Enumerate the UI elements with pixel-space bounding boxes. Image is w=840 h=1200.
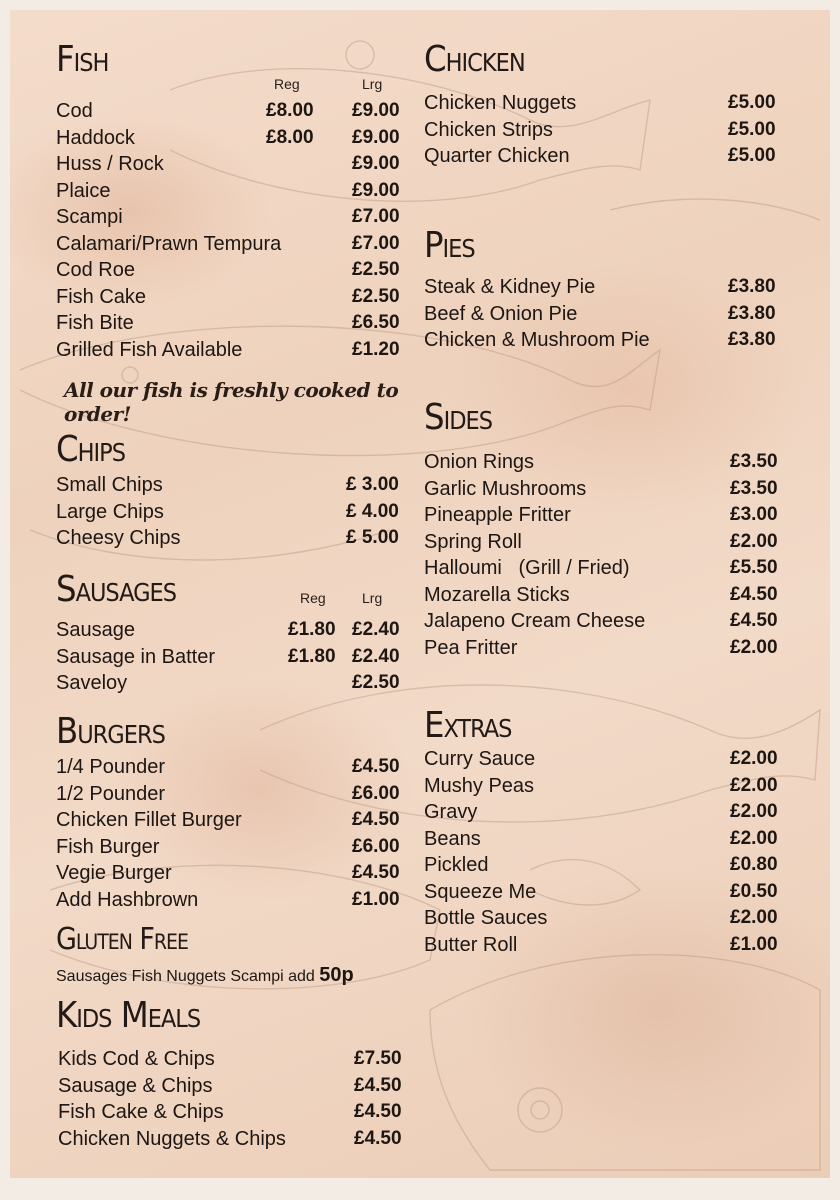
item-price: £4.50 bbox=[354, 1101, 402, 1122]
item-price: £5.00 bbox=[728, 145, 776, 166]
menu-item-row bbox=[424, 608, 784, 635]
large-price: £9.00 bbox=[352, 100, 400, 121]
item-name: Garlic Mushrooms bbox=[424, 477, 587, 500]
large-price: £1.20 bbox=[352, 338, 400, 360]
menu-item-row bbox=[56, 887, 406, 914]
item-price: £2.00 bbox=[730, 907, 778, 928]
item-price: £3.80 bbox=[728, 329, 776, 350]
item-name: Pea Fritter bbox=[424, 636, 518, 659]
item-name: Pineapple Fritter bbox=[424, 504, 571, 526]
menu-item-row bbox=[424, 582, 784, 609]
menu-item-row bbox=[56, 499, 406, 526]
menu-item-row bbox=[56, 860, 406, 887]
item-name: 1/2 Pounder bbox=[56, 782, 165, 805]
menu-item-row bbox=[56, 337, 406, 364]
menu-item-row bbox=[424, 90, 784, 117]
item-price: £2.00 bbox=[730, 801, 778, 822]
lrg-column-header: Lrg bbox=[362, 76, 383, 92]
large-price: £7.00 bbox=[352, 206, 400, 227]
item-price: £4.50 bbox=[354, 1127, 402, 1149]
menu-item-row bbox=[56, 807, 406, 834]
item-name: Huss / Rock bbox=[56, 153, 164, 175]
menu-item-row bbox=[424, 746, 784, 773]
item-price: £4.50 bbox=[730, 583, 778, 605]
pies-heading: Pies bbox=[424, 225, 475, 266]
item-name: Add Hashbrown bbox=[56, 888, 199, 911]
menu-item-row bbox=[56, 310, 406, 337]
item-price: £4.50 bbox=[352, 756, 400, 777]
item-price: £5.50 bbox=[730, 557, 778, 578]
item-price: £5.00 bbox=[728, 92, 776, 113]
menu-item-row bbox=[56, 125, 406, 152]
regular-price: £1.80 bbox=[288, 645, 336, 667]
menu-item-row bbox=[58, 1099, 408, 1126]
menu-item-row bbox=[56, 834, 406, 861]
sausages-heading: Sausages bbox=[56, 569, 177, 610]
item-price: £4.50 bbox=[352, 862, 400, 883]
gluten-free-heading: Gluten Free bbox=[56, 922, 188, 957]
item-price: £6.00 bbox=[352, 835, 400, 857]
item-price: £2.00 bbox=[730, 774, 778, 796]
item-price: £5.00 bbox=[728, 118, 776, 140]
item-name: Sausage in Batter bbox=[56, 645, 215, 668]
kids-meals-list bbox=[58, 1046, 408, 1152]
large-price: £6.50 bbox=[352, 312, 400, 333]
menu-item-row bbox=[424, 529, 784, 556]
item-name: Quarter Chicken bbox=[424, 145, 570, 167]
regular-price: £8.00 bbox=[266, 100, 314, 121]
chips-list bbox=[56, 472, 406, 552]
large-price: £2.40 bbox=[352, 619, 400, 640]
menu-item-row bbox=[56, 257, 406, 284]
regular-price: £1.80 bbox=[288, 619, 336, 640]
fish-section bbox=[56, 39, 406, 426]
extras-section bbox=[424, 705, 784, 956]
sides-heading: Sides bbox=[424, 397, 493, 438]
menu-item-row bbox=[56, 204, 406, 231]
item-name: Fish Cake bbox=[56, 285, 147, 308]
item-name: Squeeze Me bbox=[424, 880, 537, 903]
item-name: Sausage & Chips bbox=[58, 1074, 213, 1097]
menu-item-row bbox=[424, 852, 784, 879]
item-name: Mozarella Sticks bbox=[424, 583, 570, 606]
item-name: Chicken Strips bbox=[424, 118, 553, 141]
item-price: £3.00 bbox=[730, 504, 778, 525]
menu-item-row bbox=[424, 502, 784, 529]
item-price: £3.50 bbox=[730, 451, 778, 472]
sides-list bbox=[424, 449, 784, 661]
menu-item-row bbox=[424, 773, 784, 800]
menu-item-row bbox=[424, 301, 784, 328]
large-price: £2.50 bbox=[352, 285, 400, 307]
item-name: Fish Burger bbox=[56, 835, 160, 858]
large-price: £9.00 bbox=[352, 153, 400, 174]
regular-price: £8.00 bbox=[266, 126, 314, 148]
menu-item-row bbox=[56, 781, 406, 808]
chicken-heading: Chicken bbox=[424, 39, 525, 80]
menu-item-row bbox=[424, 117, 784, 144]
gluten-free-section bbox=[56, 920, 406, 986]
item-name: Fish Bite bbox=[56, 312, 134, 334]
gluten-free-add-label: add bbox=[288, 968, 315, 985]
menu-item-row bbox=[424, 635, 784, 662]
item-name: Halloumi (Grill / Fried) bbox=[424, 557, 630, 579]
menu-item-row bbox=[56, 525, 406, 552]
item-name: Vegie Burger bbox=[56, 862, 172, 884]
fish-eye-icon bbox=[518, 1088, 562, 1132]
item-name: Beef & Onion Pie bbox=[424, 302, 578, 325]
item-price: £3.50 bbox=[730, 477, 778, 499]
item-name: Calamari/Prawn Tempura bbox=[56, 232, 282, 255]
item-name: Fish Cake & Chips bbox=[58, 1101, 224, 1123]
sides-section bbox=[424, 397, 784, 659]
menu-item-row bbox=[56, 231, 406, 258]
sausages-list bbox=[56, 617, 406, 697]
extras-heading: Extras bbox=[424, 705, 512, 746]
burgers-list bbox=[56, 754, 406, 913]
large-price: £9.00 bbox=[352, 126, 400, 148]
fish-list bbox=[56, 98, 406, 363]
item-name: Cod Roe bbox=[56, 259, 135, 281]
pies-section bbox=[424, 225, 784, 351]
lrg-column-header: Lrg bbox=[362, 590, 383, 606]
item-name: Chicken Nuggets & Chips bbox=[58, 1127, 286, 1150]
chips-heading: Chips bbox=[56, 429, 126, 470]
menu-item-row bbox=[56, 754, 406, 781]
item-price: £3.80 bbox=[728, 276, 776, 297]
item-name: Chicken Fillet Burger bbox=[56, 809, 242, 831]
item-name: Haddock bbox=[56, 126, 135, 149]
menu-item-row bbox=[424, 143, 784, 170]
item-price: £ 5.00 bbox=[346, 527, 399, 548]
item-name: Plaice bbox=[56, 179, 111, 202]
menu-item-row bbox=[58, 1046, 408, 1073]
item-name: Onion Rings bbox=[424, 451, 535, 473]
menu-item-row bbox=[58, 1073, 408, 1100]
item-name: Grilled Fish Available bbox=[56, 338, 243, 361]
item-name: Kids Cod & Chips bbox=[58, 1048, 215, 1070]
fish-eye-icon bbox=[531, 1101, 549, 1119]
item-price: £2.00 bbox=[730, 827, 778, 849]
item-price: £ 3.00 bbox=[346, 474, 399, 495]
gluten-free-note bbox=[56, 964, 354, 987]
pies-list bbox=[424, 274, 784, 354]
item-price: £4.50 bbox=[730, 610, 778, 631]
menu-item-row bbox=[56, 284, 406, 311]
item-price: £0.80 bbox=[730, 854, 778, 875]
item-name: Sausage bbox=[56, 619, 135, 641]
item-name: Spring Roll bbox=[424, 530, 522, 553]
gluten-free-items: Sausages Fish Nuggets Scampi bbox=[56, 968, 284, 985]
menu-page bbox=[10, 10, 830, 1178]
item-price: £1.00 bbox=[730, 933, 778, 955]
menu-item-row bbox=[424, 826, 784, 853]
menu-item-row bbox=[56, 644, 406, 671]
menu-item-row bbox=[424, 476, 784, 503]
kids-meals-heading: Kids Meals bbox=[56, 995, 201, 1036]
item-name: Steak & Kidney Pie bbox=[424, 276, 596, 298]
menu-item-row bbox=[424, 905, 784, 932]
sausages-section bbox=[56, 569, 406, 694]
item-price: £1.00 bbox=[352, 888, 400, 910]
fish-sketch-icon bbox=[430, 955, 820, 1170]
large-price: £2.40 bbox=[352, 645, 400, 667]
item-price: £ 4.00 bbox=[346, 500, 399, 522]
menu-item-row bbox=[56, 472, 406, 499]
item-name: Cod bbox=[56, 100, 93, 122]
menu-item-row bbox=[56, 670, 406, 697]
menu-item-row bbox=[424, 799, 784, 826]
menu-item-row bbox=[56, 151, 406, 178]
burgers-heading: Burgers bbox=[56, 711, 165, 752]
chicken-list bbox=[424, 90, 784, 170]
item-name: Pickled bbox=[424, 854, 489, 876]
menu-item-row bbox=[424, 274, 784, 301]
item-name: Butter Roll bbox=[424, 933, 518, 956]
item-price: £2.00 bbox=[730, 530, 778, 552]
item-name: Large Chips bbox=[56, 500, 164, 523]
item-price: £7.50 bbox=[354, 1048, 402, 1069]
burgers-section bbox=[56, 711, 406, 911]
item-name: Bottle Sauces bbox=[424, 907, 548, 929]
chips-section bbox=[56, 429, 406, 549]
large-price: £2.50 bbox=[352, 672, 400, 693]
item-price: £2.00 bbox=[730, 636, 778, 658]
extras-list bbox=[424, 746, 784, 958]
item-price: £6.00 bbox=[352, 782, 400, 804]
item-name: Mushy Peas bbox=[424, 774, 535, 797]
menu-item-row bbox=[58, 1126, 408, 1153]
large-price: £9.00 bbox=[352, 179, 400, 201]
item-name: Saveloy bbox=[56, 672, 128, 694]
item-name: 1/4 Pounder bbox=[56, 756, 165, 778]
fish-heading: Fish bbox=[56, 39, 109, 80]
item-price: £0.50 bbox=[730, 880, 778, 902]
item-name: Jalapeno Cream Cheese bbox=[424, 610, 646, 632]
item-price: £4.50 bbox=[352, 809, 400, 830]
menu-item-row bbox=[424, 327, 784, 354]
item-name: Chicken Nuggets bbox=[424, 92, 577, 114]
menu-item-row bbox=[56, 178, 406, 205]
menu-item-row bbox=[424, 449, 784, 476]
item-name: Scampi bbox=[56, 206, 123, 228]
item-name: Chicken & Mushroom Pie bbox=[424, 329, 650, 351]
item-name: Gravy bbox=[424, 801, 478, 823]
kids-meals-section bbox=[56, 995, 406, 1150]
fin-sketch-icon bbox=[610, 199, 820, 220]
item-name: Cheesy Chips bbox=[56, 527, 181, 549]
menu-item-row bbox=[424, 932, 784, 959]
item-price: £3.80 bbox=[728, 302, 776, 324]
item-name: Curry Sauce bbox=[424, 748, 536, 770]
reg-column-header: Reg bbox=[274, 76, 300, 92]
menu-item-row bbox=[424, 555, 784, 582]
large-price: £2.50 bbox=[352, 259, 400, 280]
large-price: £7.00 bbox=[352, 232, 400, 254]
item-price: £4.50 bbox=[354, 1074, 402, 1096]
item-name: Beans bbox=[424, 827, 481, 850]
fresh-cooked-tagline: All our fish is freshly cooked to order! bbox=[64, 378, 399, 426]
menu-item-row bbox=[56, 98, 406, 125]
reg-column-header: Reg bbox=[300, 590, 326, 606]
item-name: Small Chips bbox=[56, 474, 163, 496]
item-price: £2.00 bbox=[730, 748, 778, 769]
menu-item-row bbox=[424, 879, 784, 906]
gluten-free-add-amount: 50p bbox=[319, 964, 354, 986]
chicken-section bbox=[424, 39, 784, 167]
menu-item-row bbox=[56, 617, 406, 644]
